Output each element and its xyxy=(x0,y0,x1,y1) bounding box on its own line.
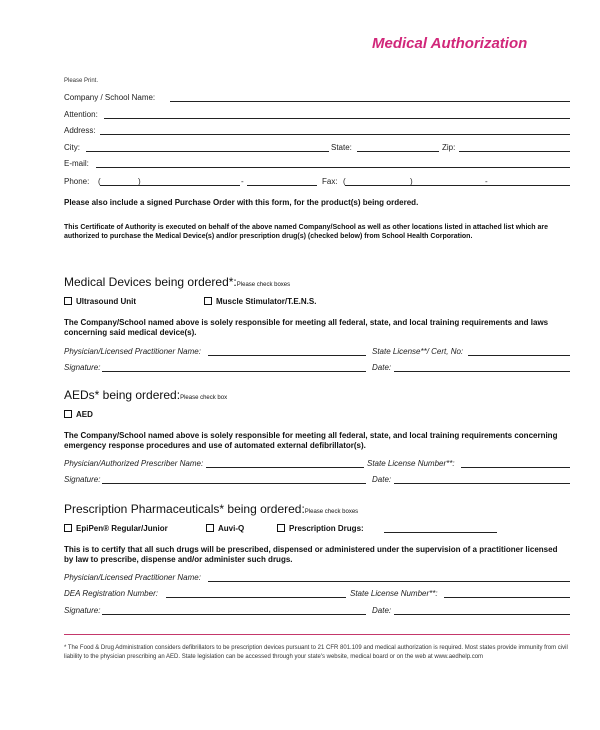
prescription-drugs-checkbox[interactable] xyxy=(277,524,285,532)
devices-license-label: State License**/ Cert, No: xyxy=(372,347,464,356)
devices-heading-text: Medical Devices being ordered*: xyxy=(64,275,237,289)
please-print-note: Please Print. xyxy=(64,78,99,84)
pharma-heading xyxy=(64,502,358,516)
devices-heading-note: Please check boxes xyxy=(236,282,291,288)
pharma-signature-field[interactable] xyxy=(102,614,366,615)
aeds-heading-note: Please check box xyxy=(180,395,228,401)
phone-label: Phone: xyxy=(64,177,90,186)
epipen-checkbox[interactable] xyxy=(64,524,72,532)
company-label: Company / School Name: xyxy=(64,93,156,102)
attention-field[interactable] xyxy=(104,118,570,119)
pharma-physician-field[interactable] xyxy=(208,581,570,582)
aeds-physician-label: Physician/Authorized Prescriber Name: xyxy=(64,459,204,468)
pharma-physician-label: Physician/Licensed Practitioner Name: xyxy=(64,573,201,582)
option-auvi-q[interactable] xyxy=(206,524,244,533)
auvi-q-checkbox[interactable] xyxy=(206,524,214,532)
phone-area-field[interactable] xyxy=(100,185,240,186)
option-prescription-drugs[interactable] xyxy=(277,524,364,533)
ultrasound-checkbox[interactable] xyxy=(64,297,72,305)
prescription-drugs-field[interactable] xyxy=(384,532,497,533)
pharma-dea-label: DEA Registration Number: xyxy=(64,589,158,598)
fax-paren-open: ( xyxy=(343,177,346,186)
muscle-stimulator-checkbox[interactable] xyxy=(204,297,212,305)
fax-paren-close: ) xyxy=(410,177,413,186)
city-label: City: xyxy=(64,143,80,152)
prescription-drugs-label: Prescription Drugs: xyxy=(289,524,364,533)
certificate-note: This Certificate of Authority is executed on behalf of the above named Company/School as well as other locations listed in attached list which are authorized to purchase the Medical Device(s) and/or prescription drug(s) (checked below) from School Health Corporation. xyxy=(64,224,549,240)
aeds-date-field[interactable] xyxy=(394,483,570,484)
state-field[interactable] xyxy=(357,151,439,152)
company-field[interactable] xyxy=(170,101,570,102)
address-label: Address: xyxy=(64,126,96,135)
footer-note: * The Food & Drug Administration considers defibrillators to be prescription devices pursuant to 21 CFR 801.109 and medical authorization is required. Most states provide immunity from civil liability to the physician prescribing an AED. State legislation can be accessed through your state's website, medical board or on the web at www.aedhelp.com xyxy=(64,645,568,660)
devices-signature-label: Signature: xyxy=(64,363,101,372)
aeds-heading-text: AEDs* being ordered: xyxy=(64,388,181,402)
epipen-label: EpiPen® Regular/Junior xyxy=(76,524,168,533)
devices-signature-field[interactable] xyxy=(102,371,366,372)
phone-paren-close: ) xyxy=(138,177,141,186)
phone-dash: - xyxy=(241,177,244,186)
pharma-date-field[interactable] xyxy=(394,614,570,615)
devices-date-label: Date: xyxy=(372,363,392,372)
option-muscle-stimulator[interactable] xyxy=(204,297,316,306)
aeds-license-label: State License Number**: xyxy=(367,459,455,468)
aed-label: AED xyxy=(76,410,93,419)
purchase-order-note: Please also include a signed Purchase Order with this form, for the product(s) being ordered. xyxy=(64,198,419,207)
page-title: Medical Authorization xyxy=(372,35,528,52)
pharma-date-label: Date: xyxy=(372,606,392,615)
devices-license-field[interactable] xyxy=(468,355,570,356)
aeds-physician-field[interactable] xyxy=(206,467,364,468)
pharma-license-field[interactable] xyxy=(444,597,570,598)
email-field[interactable] xyxy=(96,167,570,168)
option-epipen[interactable] xyxy=(64,524,168,533)
devices-date-field[interactable] xyxy=(394,371,570,372)
email-label: E-mail: xyxy=(64,159,89,168)
aeds-signature-field[interactable] xyxy=(102,483,366,484)
fax-label: Fax: xyxy=(322,177,338,186)
footer-divider xyxy=(64,634,570,635)
attention-label: Attention: xyxy=(64,110,98,119)
devices-physician-label: Physician/Licensed Practitioner Name: xyxy=(64,347,201,356)
city-field[interactable] xyxy=(86,151,329,152)
pharma-heading-note: Please check boxes xyxy=(304,509,359,515)
fax-number-field[interactable] xyxy=(492,185,570,186)
pharma-statement: This is to certify that all such drugs will be prescribed, dispensed or administered under the supervision of a practitioner licensed by law to prescribe, dispense and/or administer such drugs. xyxy=(64,545,558,564)
option-ultrasound[interactable] xyxy=(64,297,136,306)
fax-area-field[interactable] xyxy=(345,185,500,186)
fax-dash: - xyxy=(485,177,488,186)
pharma-dea-field[interactable] xyxy=(166,597,346,598)
state-label: State: xyxy=(331,143,352,152)
aeds-heading xyxy=(64,388,227,402)
auvi-q-label: Auvi-Q xyxy=(218,524,245,533)
phone-paren-open: ( xyxy=(98,177,101,186)
muscle-stimulator-label: Muscle Stimulator/T.E.N.S. xyxy=(216,297,317,306)
address-field[interactable] xyxy=(100,134,570,135)
pharma-signature-label: Signature: xyxy=(64,606,101,615)
aeds-license-field[interactable] xyxy=(461,467,570,468)
ultrasound-label: Ultrasound Unit xyxy=(76,297,136,306)
zip-field[interactable] xyxy=(459,151,570,152)
aeds-signature-label: Signature: xyxy=(64,475,101,484)
devices-physician-field[interactable] xyxy=(208,355,366,356)
devices-heading xyxy=(64,275,290,289)
aeds-statement: The Company/School named above is solely responsible for meeting all federal, state, and local training requirements concerning emergency response procedures and use of automated external defibrillator(s). xyxy=(64,431,558,450)
phone-number-field[interactable] xyxy=(247,185,317,186)
aed-checkbox[interactable] xyxy=(64,410,72,418)
devices-statement: The Company/School named above is solely responsible for meeting all federal, state, and local training requirements and laws concerning said medical device(s). xyxy=(64,318,549,337)
option-aed[interactable] xyxy=(64,410,93,419)
zip-label: Zip: xyxy=(442,143,456,152)
aeds-date-label: Date: xyxy=(372,475,392,484)
pharma-license-label: State License Number**: xyxy=(350,589,438,598)
pharma-heading-text: Prescription Pharmaceuticals* being ordered: xyxy=(64,502,305,516)
